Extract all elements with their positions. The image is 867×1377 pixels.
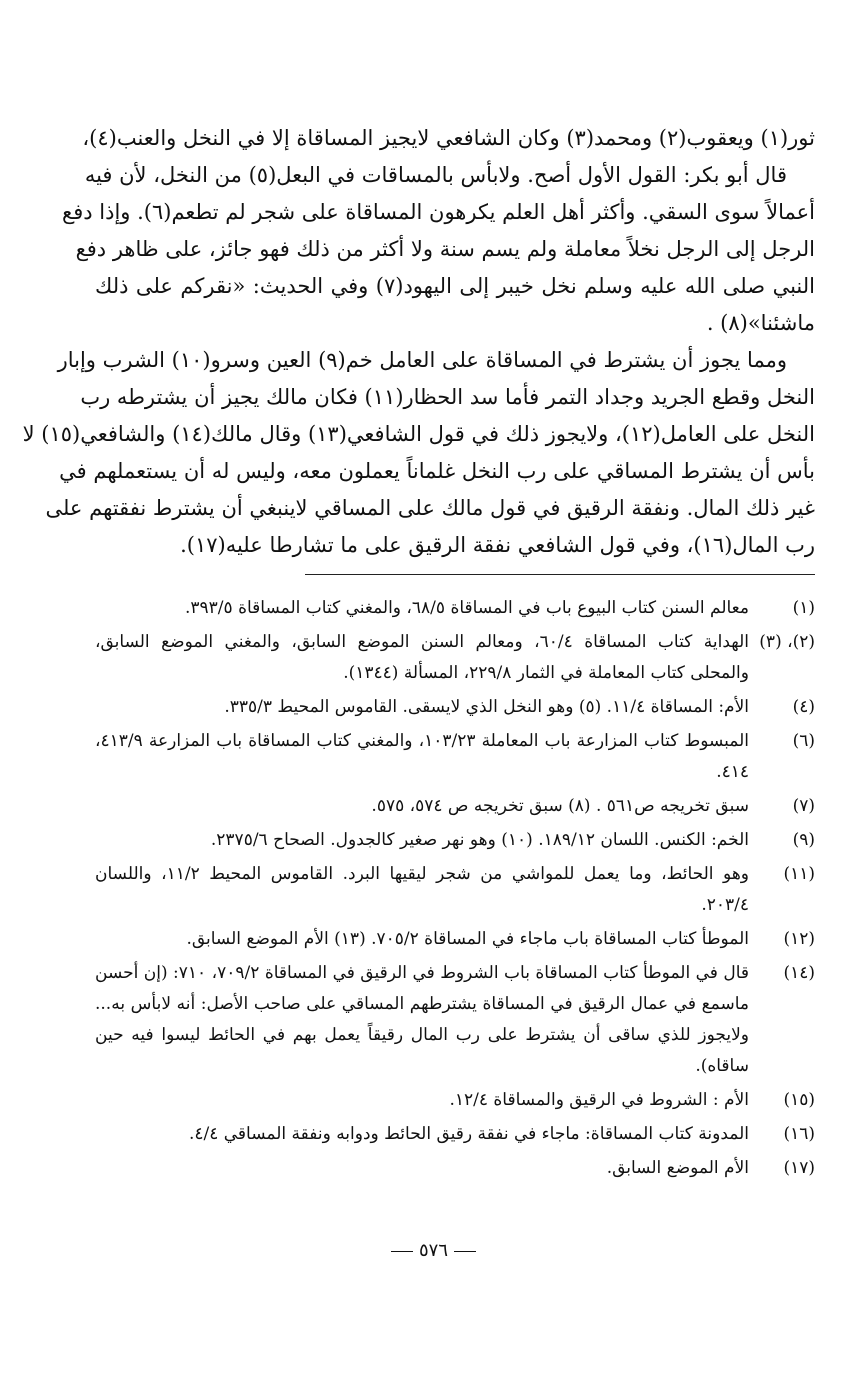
- footnote-text: ولايجوز للذي ساقى أن يشترط على رب المال رقيقاً يعمل بهم في الحائط ليسوا فيه حين: [95, 1025, 749, 1045]
- footnote-number: (١): [792, 598, 815, 618]
- body-line: أعمالاً سوى السقي. وأكثر أهل العلم يكرهون المساقاة على شجر لم تطعم(٦). وإذا دفع: [62, 200, 815, 224]
- body-line: غير ذلك المال. ونفقة الرقيق في قول مالك على المساقي لاينبغي أن يشترط نفقتهم على: [45, 496, 815, 520]
- footnote-item: [95, 692, 815, 723]
- footnote-item: [95, 924, 815, 955]
- footnote-text: الهداية كتاب المساقاة ٦٠/٤، ومعالم السنن الموضع السابق، والمغني الموضع السابق،: [95, 632, 749, 652]
- footnote-divider: [305, 574, 815, 575]
- footnote-text: المدونة كتاب المساقاة: ماجاء في نفقة رقيق الحائط ودوابه ونفقة المساقي ٤/٤.: [188, 1124, 749, 1144]
- footnote-item: [95, 627, 815, 689]
- footnote-text: الأم: المساقاة ١١/٤. (٥) وهو النخل الذي لايسقى. القاموس المحيط ٣٣٥/٣.: [224, 697, 749, 717]
- footnote-number: (٦): [792, 731, 815, 751]
- footnote-number: (١٤): [783, 963, 815, 983]
- footnote-text: معالم السنن كتاب البيوع باب في المساقاة ٦٨/٥، والمغني كتاب المساقاة ٣٩٣/٥.: [185, 598, 749, 618]
- dash-left: [454, 1251, 476, 1252]
- footnote-text: المبسوط كتاب المزارعة باب المعاملة ١٠٣/٢٣، والمغني كتاب المساقاة باب المزارعة ٤١٣/٩،: [95, 731, 749, 751]
- body-line: رب المال(١٦)، وفي قول الشافعي نفقة الرقيق على ما تشارطا عليه(١٧).: [180, 533, 815, 557]
- body-line: ماشئنا»(٨) .: [706, 311, 815, 335]
- footnote-number: (١٥): [783, 1090, 815, 1110]
- footnote-item: [95, 593, 815, 624]
- footnote-text: والمحلى كتاب المعاملة في الثمار ٢٢٩/٨، المسألة (١٣٤٤).: [343, 663, 749, 683]
- body-line: ومما يجوز أن يشترط في المساقاة على العامل خم(٩) العين وسرو(١٠) الشرب وإبار: [57, 348, 787, 372]
- footnote-text: الخم: الكنس. اللسان ١٨٩/١٢. (١٠) وهو نهر صغير كالجدول. الصحاح ٢٣٧٥/٦.: [210, 830, 749, 850]
- footnotes: [95, 593, 815, 1184]
- footnote-text: الموطأ كتاب المساقاة باب ماجاء في المساقاة ٧٠٥/٢. (١٣) الأم الموضع السابق.: [186, 929, 749, 949]
- body-line: ثور(١) ويعقوب(٢) ومحمد(٣) وكان الشافعي لايجيز المساقاة إلا في النخل والعنب(٤)،: [82, 126, 815, 150]
- footnote-item: [95, 958, 815, 1082]
- body-line: بأس أن يشترط المساقي على رب النخل غلماناً يعملون معه، وليس له أن يستعملهم في: [59, 459, 815, 483]
- footnote-number: (١٦): [783, 1124, 815, 1144]
- body-line: النبي صلى الله عليه وسلم نخل خيبر إلى اليهود(٧) وفي الحديث: «نقركم على ذلك: [95, 274, 815, 298]
- footnote-text: سبق تخريجه ص٥٦١ . (٨) سبق تخريجه ص ٥٧٤، ٥٧٥.: [371, 796, 749, 816]
- footnote-text: ٢٠٣/٤.: [701, 895, 749, 915]
- footnote-item: [95, 1085, 815, 1116]
- footnote-item: [95, 726, 815, 788]
- footnote-item: [95, 825, 815, 856]
- page-number: [0, 1240, 867, 1261]
- footnote-number: (١١): [783, 864, 815, 884]
- footnote-number: (١٧): [783, 1158, 815, 1178]
- dash-right: [391, 1251, 413, 1252]
- page-number-value: ٥٧٦: [418, 1240, 448, 1261]
- footnote-number: (٧): [792, 796, 815, 816]
- footnote-number: (٢)، (٣): [759, 632, 815, 652]
- footnote-number: (٩): [792, 830, 815, 850]
- footnote-item: [95, 1153, 815, 1184]
- footnote-text: قال في الموطأ كتاب المساقاة باب الشروط في الرقيق في المساقاة ٧٠٩/٢، ٧١٠: (إن أحسن: [95, 963, 750, 983]
- footnote-item: [95, 859, 815, 921]
- footnote-text: الأم : الشروط في الرقيق والمساقاة ١٢/٤.: [449, 1090, 749, 1110]
- body-line: النخل على العامل(١٢)، ولايجوز ذلك في قول الشافعي(١٣) وقال مالك(١٤) والشافعي(١٥) لا: [22, 422, 815, 446]
- main-text: [22, 120, 815, 564]
- body-line: الرجل إلى الرجل نخلاً معاملة ولم يسم سنة ولا أكثر من ذلك فهو جائز، على ظاهر دفع: [75, 237, 815, 261]
- footnote-text: الأم الموضع السابق.: [606, 1158, 749, 1178]
- footnote-text: ٤١٤.: [716, 762, 749, 782]
- footnote-item: [95, 1119, 815, 1150]
- footnote-text: ماسمع في عمال الرقيق في المساقاة يشترطهم المساقي على صاحب الأصل: أنه لابأس به...: [95, 994, 749, 1014]
- body-line: قال أبو بكر: القول الأول أصح. ولابأس بالمساقات في البعل(٥) من النخل، لأن فيه: [84, 163, 787, 187]
- footnote-item: [95, 791, 815, 822]
- body-line: النخل وقطع الجريد وجداد التمر فأما سد الحظار(١١) فكان مالك يجيز أن يشترطه رب: [80, 385, 815, 409]
- footnote-number: (١٢): [783, 929, 815, 949]
- footnote-text: ساقاه).: [695, 1056, 749, 1076]
- footnote-number: (٤): [792, 697, 815, 717]
- footnote-text: وهو الحائط، وما يعمل للمواشي من شجر ليقيها البرد. القاموس المحيط ١١/٢، واللسان: [95, 864, 749, 884]
- page-content: [22, 120, 815, 1187]
